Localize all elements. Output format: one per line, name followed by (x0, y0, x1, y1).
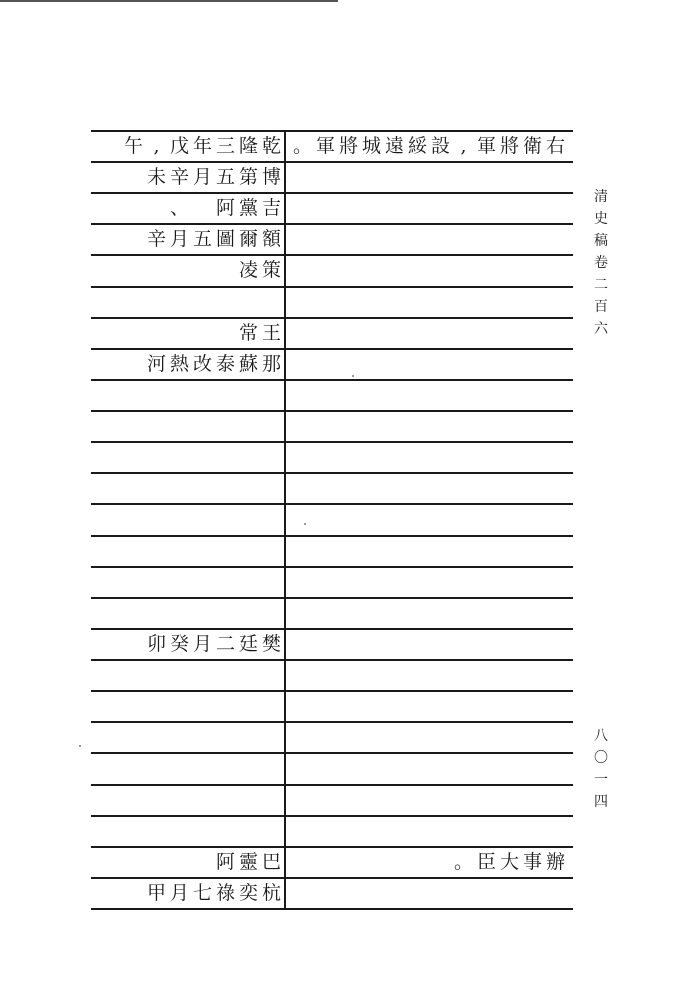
glyph: 二 (215, 632, 235, 655)
glyph: 軍 (315, 135, 335, 157)
glyph: 常 (238, 321, 258, 344)
glyph: 熱 (169, 352, 189, 375)
glyph: , (153, 135, 160, 157)
glyph: 。 (292, 135, 312, 157)
name-cell (122, 131, 283, 161)
glyph: 吉 (261, 197, 281, 220)
name-cell (145, 162, 283, 192)
glyph: 巴 (261, 850, 281, 873)
column-divider (284, 130, 286, 908)
register-table (91, 130, 573, 908)
name-cell (237, 318, 283, 348)
glyph: 臣 (476, 850, 496, 873)
title-char: 史 (594, 211, 608, 227)
glyph: 月 (169, 228, 189, 251)
glyph: 奕 (238, 881, 258, 904)
page-top-rule (0, 0, 338, 2)
page-number-vertical (591, 725, 611, 813)
glyph: 泰 (215, 352, 235, 375)
glyph: 城 (361, 135, 381, 157)
row-rule (91, 784, 573, 786)
row-rule (91, 317, 573, 319)
glyph: 戊 (169, 135, 189, 157)
glyph: 五 (192, 228, 212, 251)
glyph: 乾 (261, 135, 281, 157)
glyph: 蘇 (238, 352, 258, 375)
row-rule (91, 690, 573, 692)
page-number-char: 八 (594, 728, 608, 744)
glyph: 月 (169, 881, 189, 904)
row-rule (91, 721, 573, 723)
name-cell (145, 224, 283, 254)
note-cell (452, 847, 567, 877)
glyph: 額 (261, 228, 281, 251)
glyph: 策 (261, 259, 281, 282)
row-rule (91, 503, 573, 505)
glyph: , (460, 135, 467, 157)
title-char: 二 (594, 277, 608, 293)
row-rule (91, 379, 573, 381)
scan-speck (304, 523, 306, 525)
name-cell (168, 193, 283, 223)
row-rule (91, 752, 573, 754)
row-rule (91, 472, 573, 474)
title-char: 卷 (594, 255, 608, 271)
page-number-char: 四 (594, 794, 608, 810)
glyph: 廷 (238, 632, 258, 655)
glyph: 將 (338, 135, 358, 157)
glyph: 圖 (215, 228, 235, 251)
row-rule (91, 597, 573, 599)
glyph: 辛 (146, 228, 166, 251)
glyph: 月 (192, 632, 212, 655)
title-char: 清 (594, 189, 608, 205)
glyph: 五 (215, 166, 235, 189)
row-rule (91, 659, 573, 661)
glyph: 癸 (169, 632, 189, 655)
row-rule (91, 410, 573, 412)
glyph: 將 (499, 135, 519, 157)
name-cell (145, 878, 283, 908)
glyph: 綏 (407, 135, 427, 157)
glyph: 月 (192, 166, 212, 189)
glyph: 辦 (545, 850, 565, 873)
note-cell (291, 131, 567, 161)
glyph: 阿 (215, 850, 235, 873)
row-rule (91, 441, 573, 443)
glyph: 事 (522, 850, 542, 873)
name-cell (214, 847, 283, 877)
row-rule (91, 286, 573, 288)
glyph: 午 (123, 135, 143, 157)
row-rule (91, 254, 573, 256)
row-rule (91, 815, 573, 817)
row-rule (91, 566, 573, 568)
glyph: 河 (146, 352, 166, 375)
glyph: 爾 (238, 228, 258, 251)
glyph: 遠 (384, 135, 404, 157)
glyph: 第 (238, 166, 258, 189)
glyph: 靈 (238, 850, 258, 873)
glyph: 。 (453, 850, 473, 873)
glyph: 黨 (238, 197, 258, 220)
glyph: 那 (261, 352, 281, 375)
glyph (191, 193, 214, 223)
page-number-char: 一 (594, 772, 608, 788)
book-title-vertical (591, 186, 611, 340)
name-cell (237, 255, 283, 285)
glyph: 阿 (215, 197, 235, 220)
glyph: 王 (261, 321, 281, 344)
glyph: 大 (499, 850, 519, 873)
glyph: 博 (261, 166, 281, 189)
glyph: 設 (430, 135, 450, 157)
glyph: 、 (169, 197, 189, 220)
title-char: 百 (594, 299, 608, 315)
row-rule (91, 192, 573, 194)
name-cell (145, 629, 283, 659)
table-bottom-rule (91, 908, 573, 910)
glyph: 改 (192, 352, 212, 375)
glyph: 甲 (146, 881, 166, 904)
glyph: 凌 (238, 259, 258, 282)
scan-speck (79, 745, 81, 747)
title-char: 六 (594, 321, 608, 337)
glyph: 樊 (261, 632, 281, 655)
row-rule (91, 535, 573, 537)
glyph: 卯 (146, 632, 166, 655)
glyph: 右 (545, 135, 565, 157)
title-char: 稿 (594, 233, 608, 249)
glyph: 杭 (261, 881, 281, 904)
glyph: 年 (192, 135, 212, 157)
name-cell (145, 349, 283, 379)
glyph: 七 (192, 881, 212, 904)
glyph: 軍 (476, 135, 496, 157)
glyph: 隆 (238, 135, 258, 157)
page-number-char: 〇 (594, 750, 608, 766)
glyph: 未 (146, 166, 166, 189)
glyph: 祿 (215, 881, 235, 904)
glyph: 辛 (169, 166, 189, 189)
scan-speck (352, 375, 354, 377)
glyph: 衛 (522, 135, 542, 157)
glyph: 三 (215, 135, 235, 157)
